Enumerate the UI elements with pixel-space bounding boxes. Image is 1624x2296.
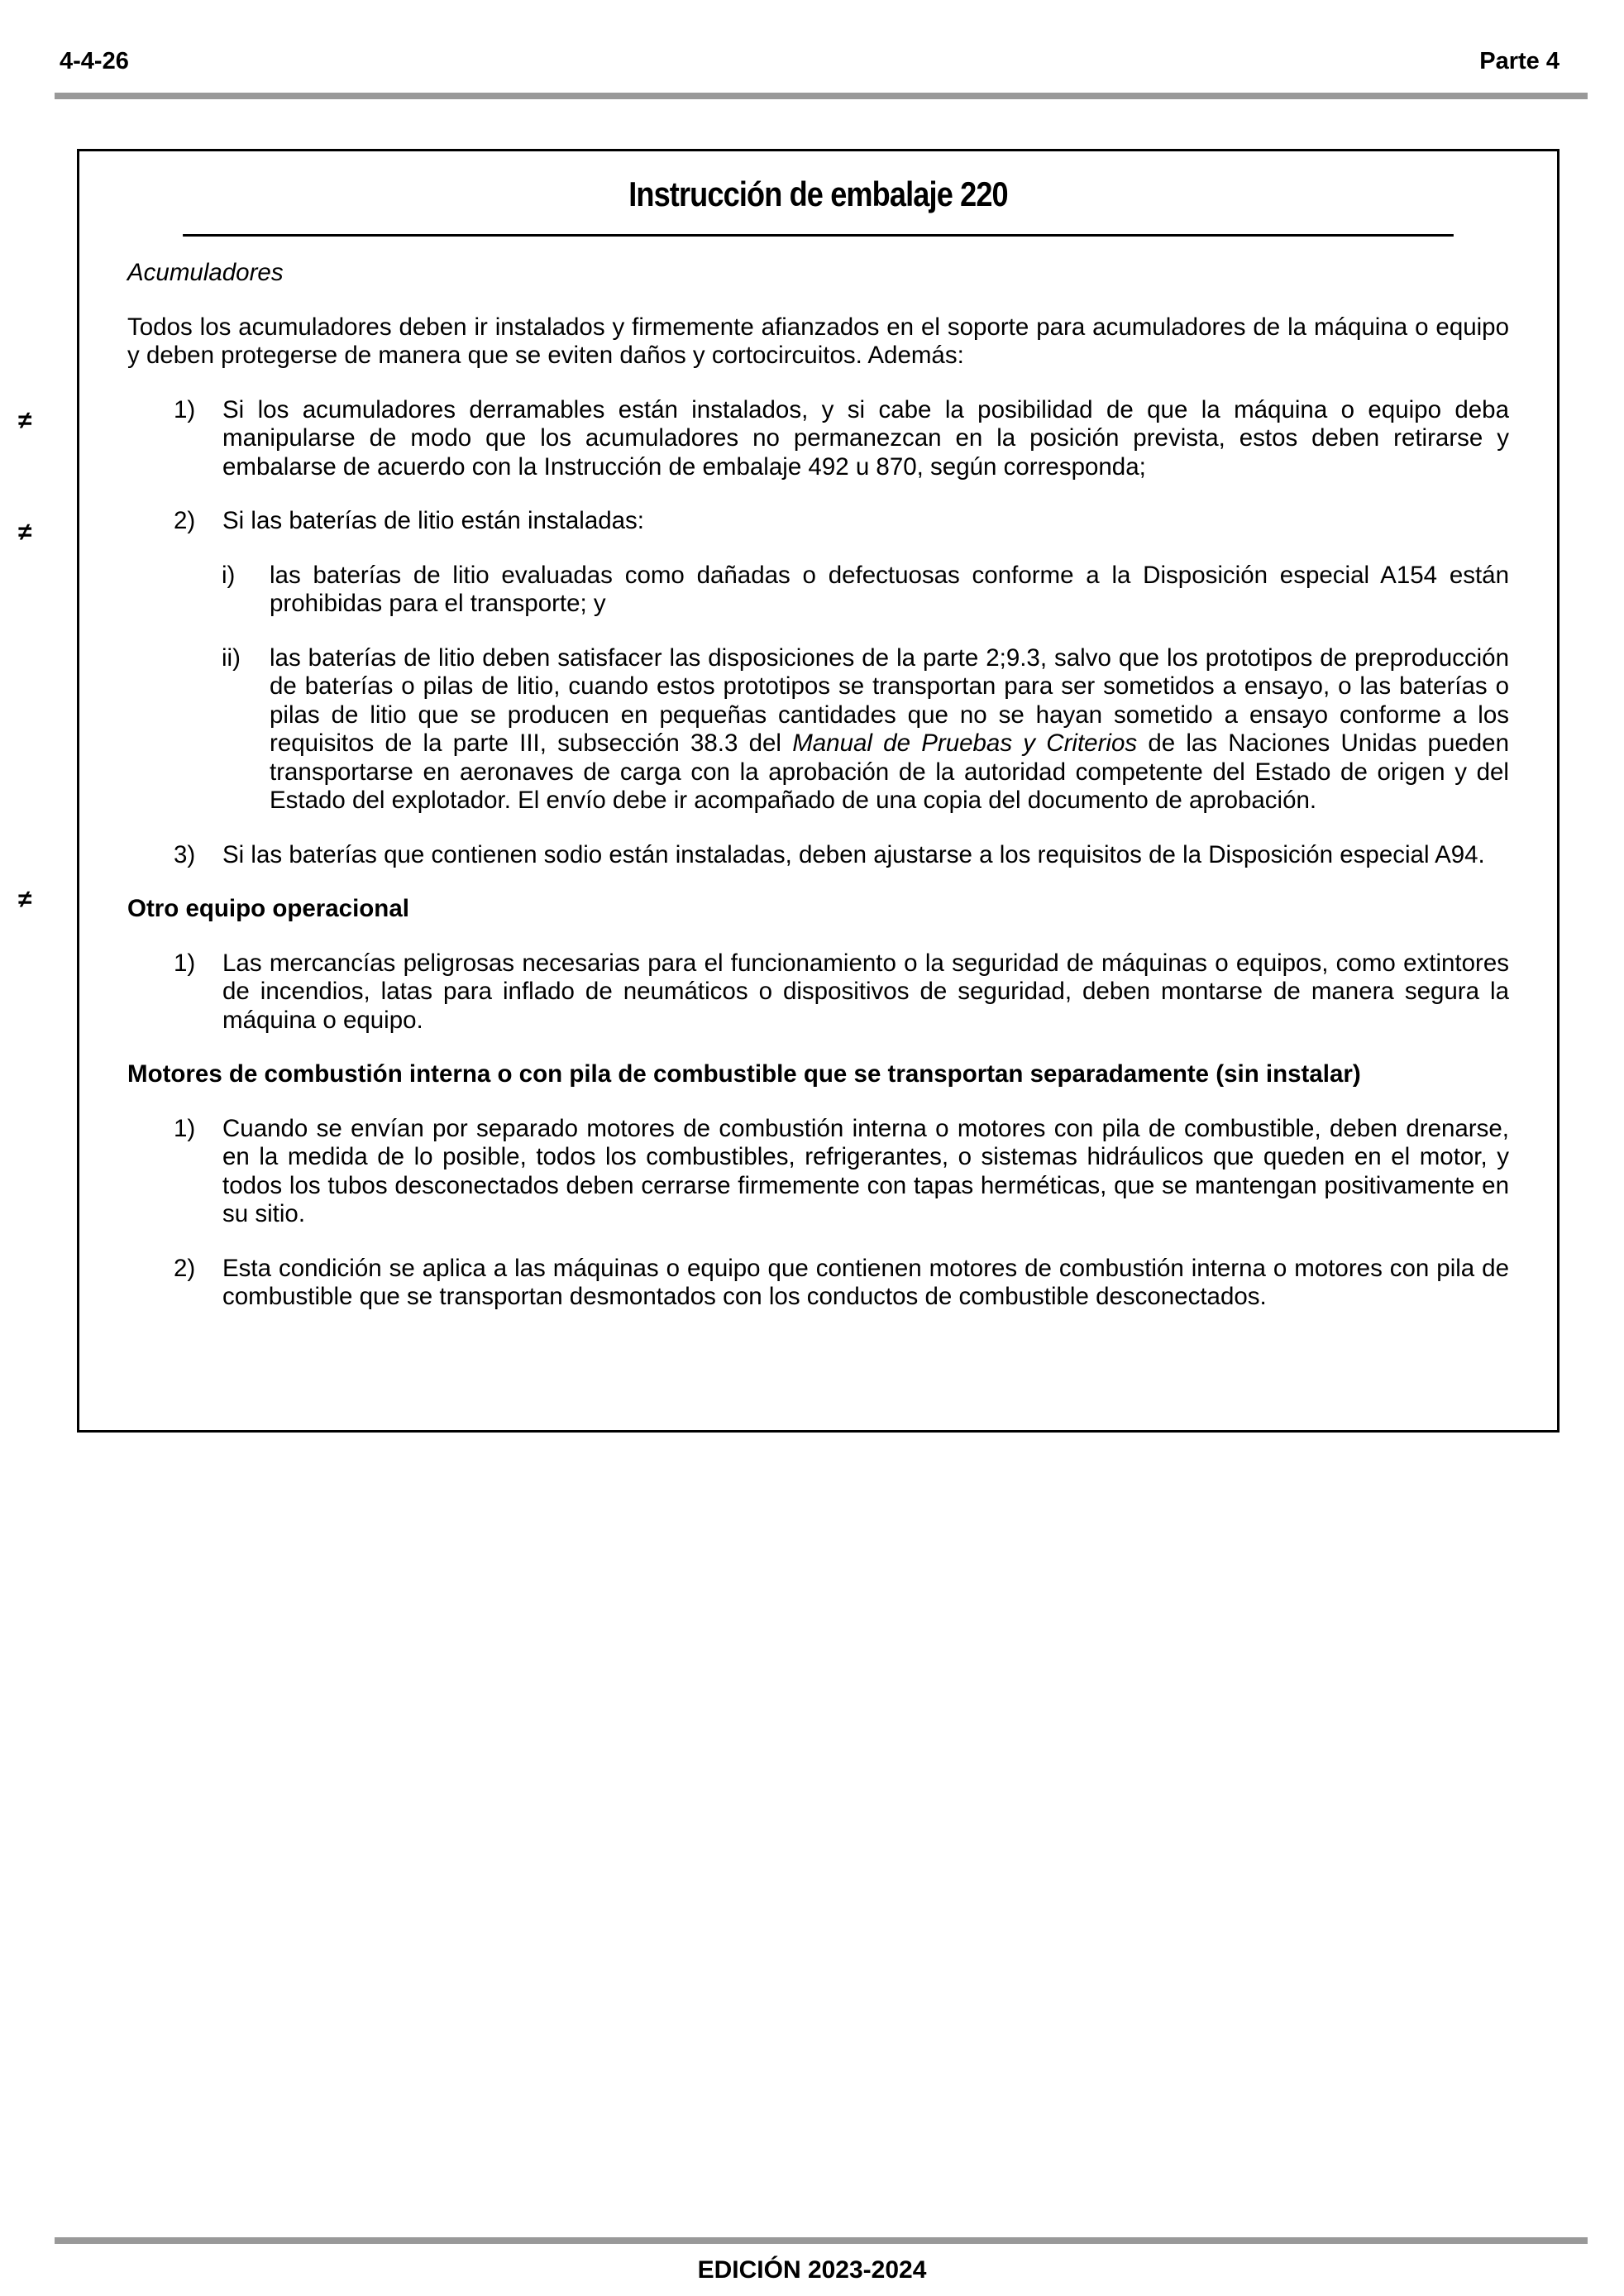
change-mark-3: ≠ [18,886,32,913]
item-number: 2) [174,1254,196,1282]
sub-list-item [127,562,1509,619]
sub-item-number: ii) [222,643,241,672]
item-number: 3) [174,840,196,868]
section-heading-acumuladores: Acumuladores [127,259,284,286]
part-label: Parte 4 [1479,48,1560,74]
sub-item-number: i) [222,561,236,589]
sub-item-text-part: las baterías de litio deben satisfacer las disposiciones de la parte 2;9.3, salvo que los prototipos de preproducción de baterías o pilas de litio, cuando estos prototipos se transportan para ser sometidos a ensayo, o las baterías o pilas de litio que se producen en pequeñas cantidades que no se hayan sometido a ensayo conforme a los requisitos de la parte III, subsección 38.3 del [270,643,1509,757]
list-item [127,507,1509,536]
change-mark-2: ≠ [18,519,32,546]
item-number: 1) [174,949,196,977]
list-item [127,396,1509,482]
footer-rule [55,2237,1588,2244]
box-title: Instrucción de embalaje 220 [183,151,1454,237]
item-text: Las mercancías peligrosas necesarias para el funcionamiento o la seguridad de máquinas o equipos, como extintores de incendios, latas para inflado de neumáticos o dispositivos de seguridad, deben montarse de manera segura la máquina o equipo. [222,949,1509,1034]
sub-item-text: las baterías de litio evaluadas como dañadas o defectuosas conforme a la Disposición especial A154 están prohibidas para el transporte; y [270,561,1509,617]
box-content [127,259,1509,1312]
item-text: Si las baterías de litio están instaladas: [222,507,644,534]
manual-title: Manual de Pruebas y Criterios [792,729,1138,757]
section-heading-otro-equipo: Otro equipo operacional [127,895,409,922]
edition-footer: EDICIÓN 2023-2024 [697,2256,927,2284]
item-text: Si las baterías que contienen sodio están instaladas, deben ajustarse a los requisitos de la Disposición especial A94. [222,840,1485,868]
change-mark-1: ≠ [18,407,32,434]
list-item [127,949,1509,1036]
item-text: Esta condición se aplica a las máquinas o equipo que contienen motores de combustión interna o motores con pila de combustible que se transportan desmontados con los conductos de combustible desconectados. [222,1254,1509,1310]
item-text: Cuando se envían por separado motores de combustión interna o motores con pila de combustible, deben drenarse, en la medida de lo posible, todos los combustibles, refrigerantes, o sistemas hidráulicos que queden en el motor, y todos los tubos desconectados deben cerrarse firmemente con tapas herméticas, que se mantengan positivamente en su sitio. [222,1114,1509,1227]
list-item [127,1255,1509,1312]
header-rule [55,93,1588,99]
item-number: 1) [174,395,196,423]
sub-item-text [270,644,1509,815]
section-heading-motores: Motores de combustión interna o con pila de combustible que se transportan separadamente (sin instalar) [127,1060,1361,1088]
list-item [127,1115,1509,1229]
packing-instruction-box [77,149,1560,1433]
page-number: 4-4-26 [60,48,129,74]
acumuladores-intro: Todos los acumuladores deben ir instalados y firmemente afianzados en el soporte para acumuladores de la máquina o equipo y deben protegerse de manera que se eviten daños y cortocircuitos. Además: [127,313,1509,369]
item-number: 1) [174,1114,196,1142]
item-text: Si los acumuladores derramables están instalados, y si cabe la posibilidad de que la máquina o equipo deba manipularse de modo que los acumuladores no permanezcan en la posición prevista, estos deben retirarse y embalarse de acuerdo con la Instrucción de embalaje 492 u 870, según corresponda; [222,395,1509,481]
list-item [127,841,1509,870]
sub-item-text-part: de las Naciones Unidas pueden transportarse en aeronaves de carga con la aprobación de la autoridad competente del Estado de origen y del Estado del explotador. El envío debe ir acompañado de una copia del documento de aprobación. [270,729,1509,814]
item-number: 2) [174,507,196,534]
sub-list-item [127,644,1509,816]
